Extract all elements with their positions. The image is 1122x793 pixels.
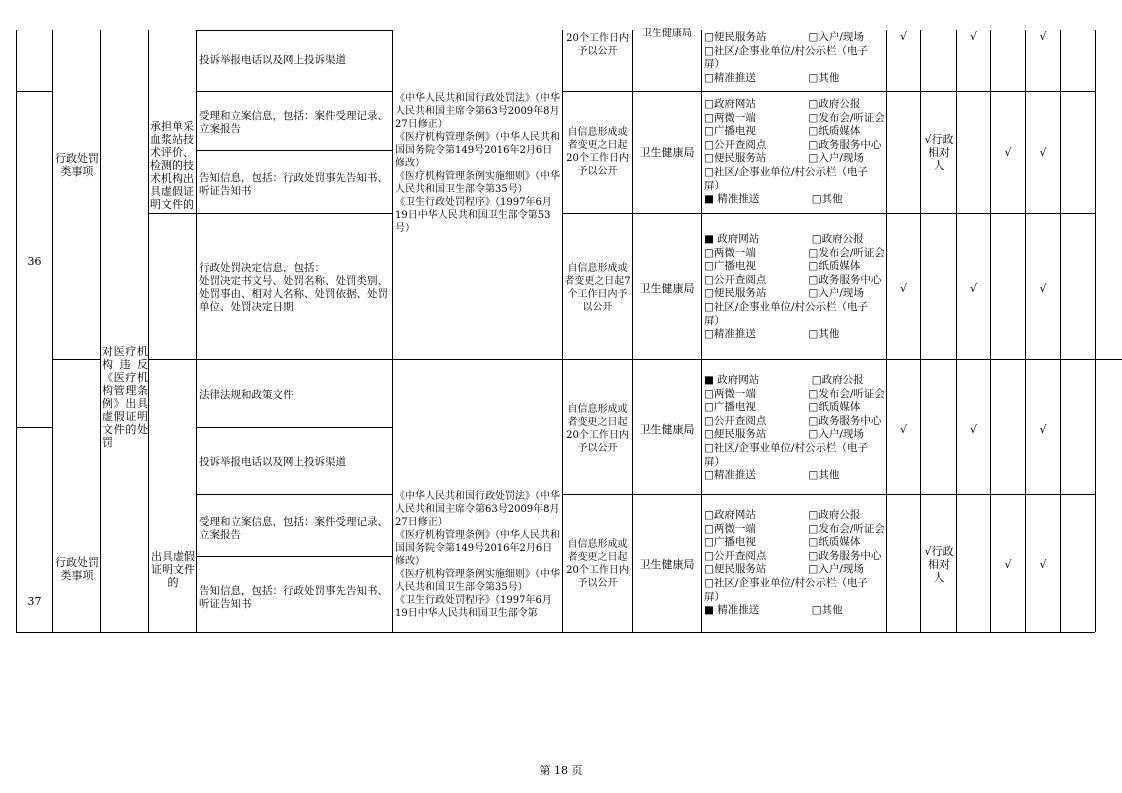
grid-line bbox=[1060, 30, 1061, 632]
channel-list: □政府网站 □政府公报 □两微一端 □发布会/听证会 □广播电视 □纸质媒体 □公开查阅点 □政务服务中心 □便民服务站 □入户/现场 □社区/企事业单位/村公示栏（电子屏） ■ 精准推送 □其他 bbox=[704, 98, 885, 206]
grid-line bbox=[196, 213, 392, 214]
time-limit: 自信息形成或者变更之日起20个工作日内予以公开 bbox=[566, 127, 629, 177]
grid-line bbox=[562, 91, 1095, 92]
time-limit: 自信息形成或者变更之日起20个工作日内予以公开 bbox=[566, 404, 629, 454]
grid-line bbox=[52, 359, 100, 360]
grid-line bbox=[148, 359, 1122, 360]
grid-line bbox=[562, 30, 563, 632]
channel-list: ■ 政府网站 □政府公报 □两微一端 □发布会/听证会 □广播电视 □纸质媒体 □公开查阅点 □政务服务中心 □便民服务站 □入户/现场 □社区/企事业单位/村公示栏（电子屏） □精准推送 □其他 bbox=[704, 374, 885, 482]
content-notice: 告知信息，包括：行政处罚事先告知书、听证告知书 bbox=[199, 585, 388, 610]
grid-line bbox=[196, 91, 392, 92]
grid-line bbox=[886, 30, 887, 632]
check-mark: √ bbox=[1039, 30, 1047, 43]
grid-line bbox=[16, 632, 1095, 633]
time-limit: 自信息形成或者变更之日起20个工作日内予以公开 bbox=[566, 539, 629, 589]
check-party: √行政相对人 bbox=[924, 133, 954, 172]
grid-line bbox=[196, 427, 392, 428]
category-label: 行政处罚类事项 bbox=[55, 556, 99, 582]
grid-line bbox=[52, 30, 53, 632]
row-number: 37 bbox=[27, 595, 42, 608]
subject: 卫生健康局 bbox=[639, 423, 695, 436]
content-accept: 受理和立案信息，包括：案件受理记录、立案报告 bbox=[199, 110, 388, 135]
subject: 卫生健康局 bbox=[639, 558, 695, 571]
category-label: 行政处罚类事项 bbox=[55, 152, 99, 178]
subject: 卫生健康局 bbox=[642, 28, 692, 39]
grid-line bbox=[1025, 30, 1026, 632]
content-accept: 受理和立案信息，包括：案件受理记录、立案报告 bbox=[199, 516, 388, 541]
row-number: 36 bbox=[27, 255, 42, 268]
law-basis: 《中华人民共和国行政处罚法》（中华人民共和国主席令第63号2009年8月27日修正） 《医疗机构管理条例》（中华人民共和国国务院令第149号2016年2月6日修改） 《医疗机构管理条例实施细则》（中华人民共和国卫生部令第35号） 《卫生行政处罚程序》（1997年6月19日中华人民共和国卫生部令第 bbox=[395, 491, 560, 619]
content-notice: 告知信息，包括：行政处罚事先告知书、听证告知书 bbox=[199, 172, 388, 197]
grid-line bbox=[16, 91, 52, 92]
grid-line bbox=[148, 30, 149, 632]
grid-line bbox=[16, 30, 17, 632]
grid-line bbox=[100, 30, 101, 632]
subitem-label: 出具虚假证明文件的 bbox=[151, 550, 195, 589]
page-number: 第 18 页 bbox=[539, 764, 583, 777]
subject: 卫生健康局 bbox=[639, 146, 695, 159]
time-limit: 20个工作日内 予以公开 bbox=[566, 33, 629, 57]
channel-list: □便民服务站 □入户/现场 □社区/企事业单位/村公示栏（电子屏） □精准推送 □其他 bbox=[704, 31, 868, 84]
check-mark: √ bbox=[969, 282, 977, 295]
check-mark: √ bbox=[1039, 423, 1047, 436]
grid-line bbox=[392, 30, 393, 632]
channel-list: ■ 政府网站 □政府公报 □两微一端 □发布会/听证会 □广播电视 □纸质媒体 □公开查阅点 □政务服务中心 □便民服务站 □入户/现场 □社区/企事业单位/村公示栏（电子屏） □精准推送 □其他 bbox=[704, 233, 885, 341]
content-complaint: 投诉举报电话以及网上投诉渠道 bbox=[199, 54, 346, 66]
grid-line bbox=[956, 30, 957, 632]
grid-line bbox=[920, 30, 921, 632]
check-mark: √ bbox=[1039, 282, 1047, 295]
check-mark: √ bbox=[1004, 558, 1012, 571]
grid-line bbox=[196, 30, 197, 632]
subject: 卫生健康局 bbox=[639, 282, 695, 295]
grid-line bbox=[148, 213, 196, 214]
time-limit: 自信息形成或者变更之日起7个工作日内予以公开 bbox=[564, 263, 631, 313]
merged-item-label: 对医疗机构违反《医疗机构管理条例》出具虚假证明文件的处罚 bbox=[102, 345, 148, 449]
grid-line bbox=[16, 427, 52, 428]
grid-line bbox=[196, 150, 392, 151]
check-mark: √ bbox=[969, 423, 977, 436]
grid-line bbox=[196, 494, 392, 495]
check-party: √行政相对人 bbox=[924, 545, 954, 584]
check-mark: √ bbox=[899, 282, 907, 295]
channel-list: □政府网站 □政府公报 □两微一端 □发布会/听证会 □广播电视 □纸质媒体 □公开查阅点 □政务服务中心 □便民服务站 □入户/现场 □社区/企事业单位/村公示栏（电子屏） ■ 精准推送 □其他 bbox=[704, 509, 885, 617]
content-decision: 行政处罚决定信息，包括： 处罚决定书文号、处罚名称、处罚类别、处罚事由、相对人名称、处罚依据、处罚单位、处罚决定日期 bbox=[199, 262, 388, 313]
grid-line bbox=[701, 30, 702, 632]
law-basis: 《中华人民共和国行政处罚法》（中华人民共和国主席令第63号2009年8月27日修正） 《医疗机构管理条例》（中华人民共和国国务院令第149号2016年2月6日修改） 《医疗机构管理条例实施细则》（中华人民共和国卫生部令第35号） 《卫生行政处罚程序》（1997年6月19日中华人民共和国卫生部令第53号） bbox=[395, 93, 560, 234]
grid-line bbox=[632, 30, 633, 632]
grid-line bbox=[196, 556, 392, 557]
check-mark: √ bbox=[1004, 146, 1012, 159]
check-mark: √ bbox=[899, 423, 907, 436]
grid-line bbox=[1095, 30, 1096, 632]
content-complaint: 投诉举报电话以及网上投诉渠道 bbox=[199, 456, 346, 468]
grid-line bbox=[990, 30, 991, 632]
check-mark: √ bbox=[899, 30, 907, 43]
check-mark: √ bbox=[1039, 146, 1047, 159]
check-mark: √ bbox=[1039, 558, 1047, 571]
grid-line bbox=[562, 494, 1095, 495]
grid-line bbox=[562, 213, 1095, 214]
subitem-label: 承担单采血浆站技术评价、检测的技术机构出具虚假证明文件的 bbox=[150, 120, 194, 211]
content-laws: 法律法规和政策文件 bbox=[199, 389, 294, 401]
grid-line bbox=[196, 30, 392, 31]
check-mark: √ bbox=[969, 30, 977, 43]
